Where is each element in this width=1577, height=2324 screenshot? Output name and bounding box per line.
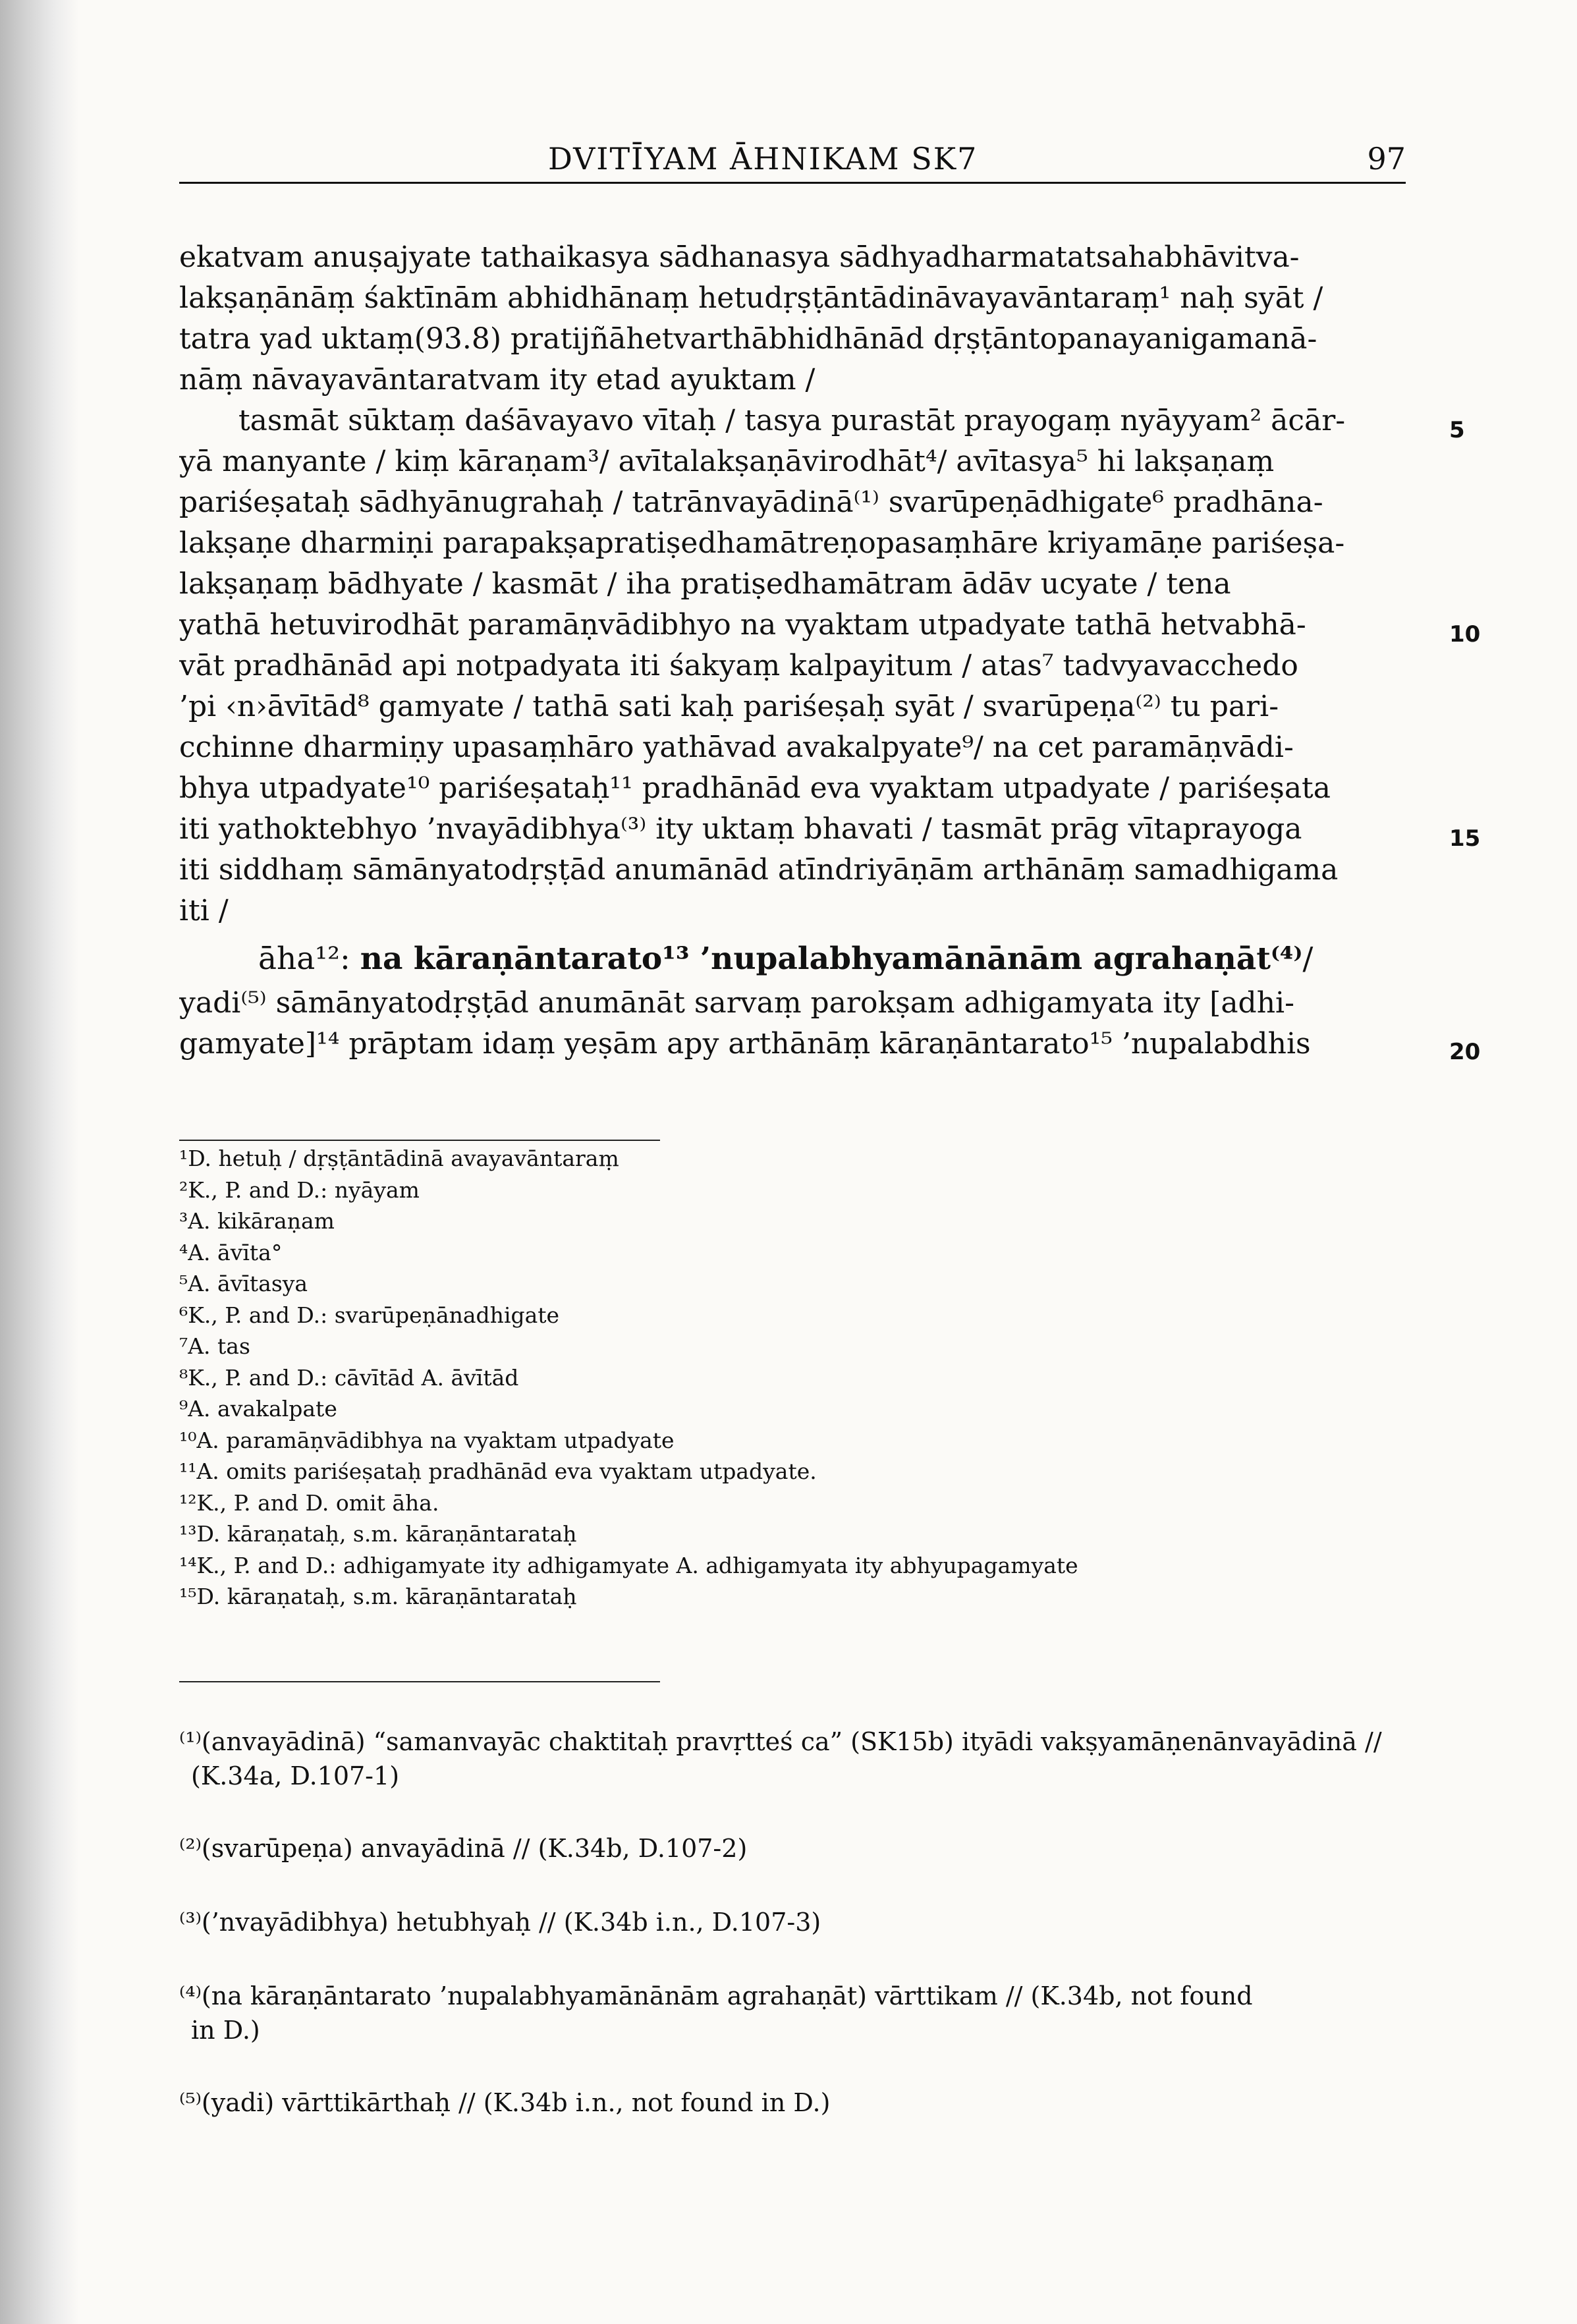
footnote: ¹D. hetuḥ / dṛṣṭāntādinā avayavāntaraṃ <box>179 1146 619 1171</box>
text-line: yathā hetuvirodhāt paramāṇvādibhyo na vyaktam utpadyate tathā hetvabhā- <box>179 608 1306 642</box>
text-line: yā manyante / kiṃ kāraṇam³/ avītalakṣaṇāvirodhāt⁴/ avītasya⁵ hi lakṣaṇaṃ <box>179 445 1275 478</box>
sutra-suffix: / <box>1302 941 1314 977</box>
text-line: nāṃ nāvayavāntaratvam ity etad ayuktam / <box>179 363 816 397</box>
footnote: ⁷A. tas <box>179 1333 250 1359</box>
footnote: ¹³D. kāraṇataḥ, s.m. kāraṇāntarataḥ <box>179 1521 577 1547</box>
text-line: cchinne dharmiṇy upasaṃhāro yathāvad avakalpyate⁹/ na cet paramāṇvādi- <box>179 731 1294 764</box>
commentary-line: (K.34a, D.107-1) <box>191 1761 400 1790</box>
commentary-footnotes <box>179 1725 1418 2158</box>
footnote: ²K., P. and D.: nyāyam <box>179 1176 420 1203</box>
text-line: ekatvam anuṣajyate tathaikasya sādhanasya sādhyadharmatatsahabhāvitva- <box>179 240 1300 274</box>
text-line: iti yathoktebhyo ’nvayādibhya⁽³⁾ ity uktaṃ bhavati / tasmāt prāg vītaprayoga <box>179 812 1302 846</box>
sutra-bold-text: na kāraṇāntarato¹³ ’nupalabhyamānānām agrahaṇāt⁽⁴⁾ <box>360 941 1303 977</box>
footnote: ³A. kikāraṇam <box>179 1208 335 1234</box>
line-number: 5 <box>1449 417 1465 443</box>
text-line: iti / <box>179 894 229 927</box>
footnote: ⁸K., P. and D.: cāvītād A. āvītād <box>179 1364 519 1391</box>
text-line: lakṣaṇe dharmiṇi parapakṣapratiṣedhamātreṇopasaṃhāre kriyamāṇe pariśeṣa- <box>179 526 1345 560</box>
footnote: ⁹A. avakalpate <box>179 1396 337 1422</box>
text-line: tasmāt sūktaṃ daśāvayavo vītaḥ / tasya purastāt prayogaṃ nyāyyam² ācār- <box>238 404 1346 437</box>
text-line: lakṣaṇānāṃ śaktīnām abhidhānaṃ hetudṛṣṭāntādināvayavāntaraṃ¹ naḥ syāt / <box>179 281 1323 315</box>
footnote: ¹⁰A. paramāṇvādibhya na vyaktam utpadyate <box>179 1427 675 1453</box>
running-title: DVITĪYAM ĀHNIKAM SK7 <box>548 141 978 177</box>
text-line: gamyate]¹⁴ prāptam idaṃ yeṣām apy arthānāṃ kāraṇāntarato¹⁵ ’nupalabdhis <box>179 1027 1311 1061</box>
text-line: vāt pradhānād api notpadyata iti śakyaṃ kalpayitum / atas⁷ tadvyavacchedo <box>179 649 1298 682</box>
line-number: 20 <box>1449 1039 1481 1065</box>
line-number: 10 <box>1449 621 1481 648</box>
commentary-note <box>179 2086 1418 2120</box>
commentary-rule <box>179 1681 660 1682</box>
footnote: ¹¹A. omits pariśeṣataḥ pradhānād eva vyaktam utpadyate. <box>179 1458 817 1484</box>
text-line: iti siddhaṃ sāmānyatodṛṣṭād anumānād atīndriyāṇām arthānāṃ samadhigama <box>179 853 1339 887</box>
commentary-note <box>179 1831 1418 1866</box>
running-header <box>179 138 1406 184</box>
commentary-note <box>179 1905 1418 1939</box>
commentary-line: ⁽²⁾(svarūpeṇa) anvayādinā // (K.34b, D.107-2) <box>179 1834 748 1863</box>
text-line: tatra yad uktaṃ(93.8) pratijñāhetvarthābhidhānād dṛṣṭāntopanayanigamanā- <box>179 322 1317 356</box>
footnote: ⁶K., P. and D.: svarūpeṇānadhigate <box>179 1302 560 1328</box>
text-line: ’pi ‹n›āvītād⁸ gamyate / tathā sati kaḥ pariśeṣaḥ syāt / svarūpeṇa⁽²⁾ tu pari- <box>179 690 1279 723</box>
footnote: ¹⁵D. kāraṇataḥ, s.m. kāraṇāntarataḥ <box>179 1584 577 1609</box>
footnote: ⁵A. āvītasya <box>179 1271 308 1296</box>
commentary-line: ⁽⁴⁾(na kāraṇāntarato ’nupalabhyamānānām agrahaṇāt) vārttikam // (K.34b, not found <box>179 1981 1253 2010</box>
footnote: ¹⁴K., P. and D.: adhigamyate ity adhigamyate A. adhigamyata ity abhyupagamyate <box>179 1552 1078 1578</box>
footnote: ⁴A. āvīta° <box>179 1239 283 1265</box>
sutra-prefix: āha¹²: <box>258 941 350 977</box>
main-text <box>179 237 1375 1065</box>
commentary-note <box>179 1725 1418 1793</box>
text-line: bhya utpadyate¹⁰ pariśeṣataḥ¹¹ pradhānād eva vyaktam utpadyate / pariśeṣata <box>179 771 1331 805</box>
text-line: pariśeṣataḥ sādhyānugrahaḥ / tatrānvayādinā⁽¹⁾ svarūpeṇādhigate⁶ pradhāna- <box>179 485 1323 519</box>
commentary-note <box>179 1979 1418 2047</box>
line-number: 15 <box>1449 825 1481 852</box>
commentary-line: ⁽⁵⁾(yadi) vārttikārthaḥ // (K.34b i.n., not found in D.) <box>179 2088 831 2117</box>
commentary-line: ⁽³⁾(’nvayādibhya) hetubhyaḥ // (K.34b i.n., D.107-3) <box>179 1908 821 1937</box>
text-line: lakṣaṇaṃ bādhyate / kasmāt / iha pratiṣedhamātram ādāv ucyate / tena <box>179 567 1231 601</box>
footnote-rule <box>179 1140 660 1141</box>
text-line: yadi⁽⁵⁾ sāmānyatodṛṣṭād anumānāt sarvaṃ parokṣam adhigamyata ity [adhi- <box>179 986 1294 1020</box>
footnote: ¹²K., P. and D. omit āha. <box>179 1489 439 1516</box>
page-number: 97 <box>1367 141 1406 177</box>
commentary-line: ⁽¹⁾(anvayādinā) “samanvayāc chaktitaḥ pravṛtteś ca” (SK15b) ityādi vakṣyamāṇenānvayādinā // <box>179 1727 1382 1756</box>
sutra-line <box>179 931 1375 983</box>
commentary-line: in D.) <box>191 2016 260 2045</box>
apparatus-footnotes <box>179 1143 1431 1613</box>
